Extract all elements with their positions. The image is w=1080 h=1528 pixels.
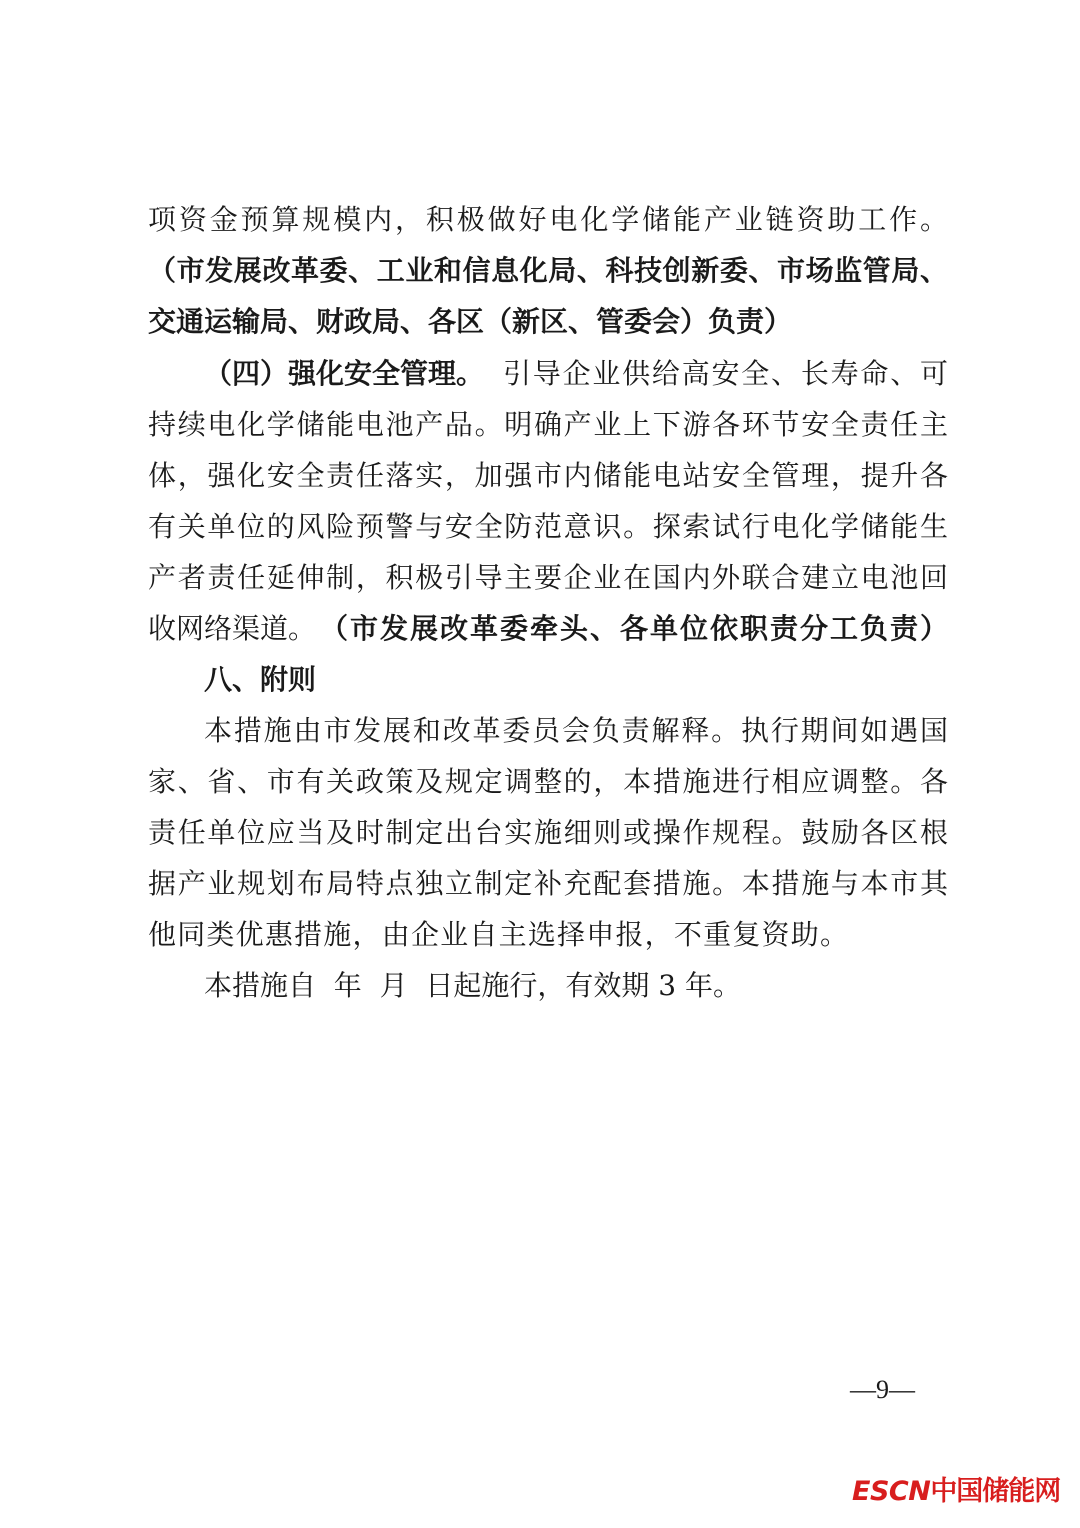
- body-line-12: 本措施由市发展和改革委员会负责解释。执行期间如遇国: [204, 714, 948, 747]
- section-heading-4: [204, 348, 504, 400]
- effective-date-line: 本措施自 年 月 日起施行，有效期 3 年。: [204, 969, 742, 1002]
- body-line-5: 持续电化学储能电池产品。明确产业上下游各环节安全责任主: [148, 408, 948, 441]
- body-line-14: 责任单位应当及时制定出台实施细则或操作规程。鼓励各区根: [148, 816, 948, 849]
- section-heading-4-text: （四）强化安全管理。: [204, 357, 485, 390]
- watermark-latin: ESCN: [852, 1476, 931, 1507]
- body-line-7: 有关单位的风险预警与安全防范意识。探索试行电化学储能生: [148, 510, 948, 543]
- body-line-4-tail: 引导企业供给高安全、长寿命、可: [503, 357, 948, 390]
- section-heading-8: 八、附则: [204, 663, 317, 696]
- body-line-15: 据产业规划布局特点独立制定补充配套措施。本措施与本市其: [148, 867, 948, 900]
- escn-watermark-logo: [852, 1472, 1062, 1512]
- body-line-9: 收网络渠道。: [148, 612, 317, 645]
- body-line-6: 体，强化安全责任落实，加强市内储能电站安全管理，提升各: [148, 459, 948, 492]
- watermark-chinese: 中国储能网: [930, 1476, 1061, 1507]
- body-line-1: 项资金预算规模内，积极做好电化学储能产业链资助工作。: [148, 203, 948, 236]
- body-line-13: 家、省、市有关政策及规定调整的，本措施进行相应调整。各: [148, 765, 948, 798]
- responsibility-note-1a: （市发展改革委、工业和信息化局、科技创新委、市场监管局、: [148, 254, 948, 287]
- body-line-8: 产者责任延伸制，积极引导主要企业在国内外联合建立电池回: [148, 561, 948, 594]
- responsibility-note-2: （市发展改革委牵头、各单位依职责分工负责）: [320, 612, 948, 645]
- responsibility-note-1b: 交通运输局、财政局、各区（新区、管委会）负责）: [148, 305, 793, 338]
- body-line-16: 他同类优惠措施，由企业自主选择申报，不重复资助。: [148, 918, 848, 951]
- page-number: —9—: [850, 1375, 915, 1404]
